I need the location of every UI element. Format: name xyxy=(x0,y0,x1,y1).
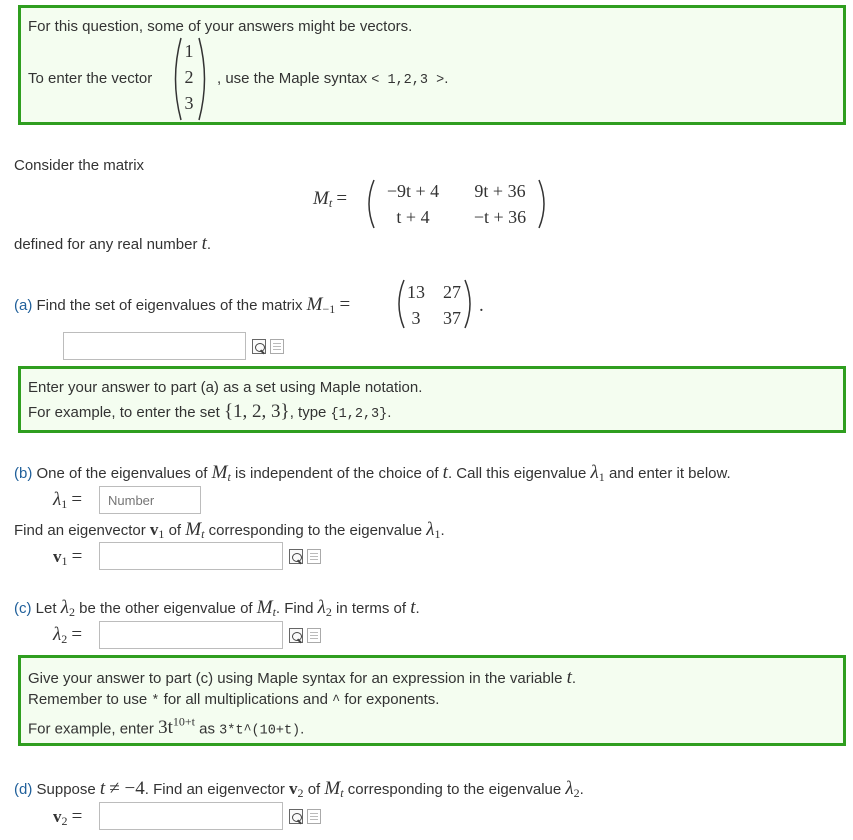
vector-right-paren xyxy=(197,36,211,122)
matrix-right-paren xyxy=(537,178,551,230)
consider-text: Consider the matrix xyxy=(14,157,145,174)
matrix-a-right-paren xyxy=(463,278,477,330)
v2-answer-input[interactable] xyxy=(99,802,283,830)
hint-c-line-1: Give your answer to part (c) using Maple syntax for an expression in the variable t. xyxy=(28,667,577,688)
hint-a-line-1: Enter your answer to part (a) as a set using Maple notation. xyxy=(28,379,423,396)
preview-icon[interactable] xyxy=(289,549,303,564)
intro-hint-box xyxy=(18,5,846,125)
v2-tools xyxy=(289,809,321,824)
matrix-entry: t + 4 xyxy=(396,207,430,227)
defined-text: defined for any real number t. xyxy=(14,233,212,254)
vector-entry: 3 xyxy=(184,93,194,113)
lambda2-tools xyxy=(289,628,321,643)
set-syntax-code: {1,2,3} xyxy=(330,407,388,422)
preview-icon[interactable] xyxy=(289,809,303,824)
part-b-eigenvector-question: Find an eigenvector $v_1$ of $M_t$ corresponding to the eigenvalue $\lambda_1$. xyxy=(14,519,445,541)
matrix-entry: −9t + 4 xyxy=(386,181,440,201)
part-d-question: (d) Suppose t ≠ −4. Find an eigenvector $v_2$ of $M_t$ corresponding to the eigenvalue $\lambda_2$. xyxy=(14,778,584,800)
lambda2-answer-input[interactable] xyxy=(99,621,283,649)
help-page-icon[interactable] xyxy=(307,628,321,643)
set-display: {1, 2, 3} xyxy=(223,401,290,422)
intro-line-2-suffix xyxy=(217,70,448,88)
part-a-label: (a) xyxy=(14,297,33,314)
intro-line-1: For this question, some of your answers might be vectors. xyxy=(28,18,413,35)
matrix-a-period: . xyxy=(479,295,484,316)
v1-answer-input[interactable] xyxy=(99,542,283,570)
preview-icon[interactable] xyxy=(252,339,266,354)
intro-syntax-text: , use the Maple syntax xyxy=(217,70,368,87)
v1-label: $v_1$ = xyxy=(53,546,83,568)
vector-entry: 1 xyxy=(184,41,194,61)
part-d-label: (d) xyxy=(14,781,33,798)
v2-label: $v_2$ = xyxy=(53,806,83,828)
matrix-left-paren xyxy=(362,178,376,230)
part-a-answer-input[interactable] xyxy=(63,332,246,360)
matrix-mt-label: $M_t$ = xyxy=(313,188,348,210)
part-c-hint-box xyxy=(18,655,846,746)
lambda2-label: $\lambda_2$ = xyxy=(53,624,83,646)
intro-syntax-code: < 1,2,3 > xyxy=(371,73,445,88)
intro-period: . xyxy=(444,70,449,87)
lambda1-label: $\lambda_1$ = xyxy=(53,489,83,511)
intro-line-2-prefix: To enter the vector xyxy=(28,70,153,87)
vector-entry: 2 xyxy=(184,67,194,87)
matrix-entry: −t + 36 xyxy=(473,207,527,227)
preview-icon[interactable] xyxy=(289,628,303,643)
matrix-a-entry: 3 xyxy=(411,308,421,328)
part-b-label: (b) xyxy=(14,465,33,482)
help-page-icon[interactable] xyxy=(270,339,284,354)
lambda1-number-input[interactable] xyxy=(99,486,201,514)
v1-tools xyxy=(289,549,321,564)
help-page-icon[interactable] xyxy=(307,549,321,564)
part-b-question: (b) One of the eigenvalues of $M_t$ is independent of the choice of t. Call this eigenvalue $\lambda_1$ and enter it below. xyxy=(14,462,731,484)
hint-a-line-2: For example, to enter the set {1, 2, 3}, type {1,2,3}. xyxy=(28,401,392,422)
help-page-icon[interactable] xyxy=(307,809,321,824)
matrix-entry: 9t + 36 xyxy=(474,181,526,201)
hint-c-line-3: For example, enter $3t^{10+t}$ as 3*t^(10+t). xyxy=(28,715,305,739)
part-c-question: (c) Let $\lambda_2$ be the other eigenvalue of $M_t$. Find $\lambda_2$ in terms of t. xyxy=(14,597,420,619)
matrix-a-entry: 13 xyxy=(407,282,425,302)
part-c-label: (c) xyxy=(14,600,32,617)
part-a-tools xyxy=(252,339,284,354)
matrix-a-entry: 27 xyxy=(443,282,461,302)
part-a-hint-box xyxy=(18,366,846,433)
matrix-a-entry: 37 xyxy=(443,308,461,328)
hint-c-line-2: Remember to use * for all multiplications and ^ for exponents. xyxy=(28,691,440,709)
part-a-question: (a) Find the set of eigenvalues of the matrix $M_{-1}$ = xyxy=(14,294,351,316)
